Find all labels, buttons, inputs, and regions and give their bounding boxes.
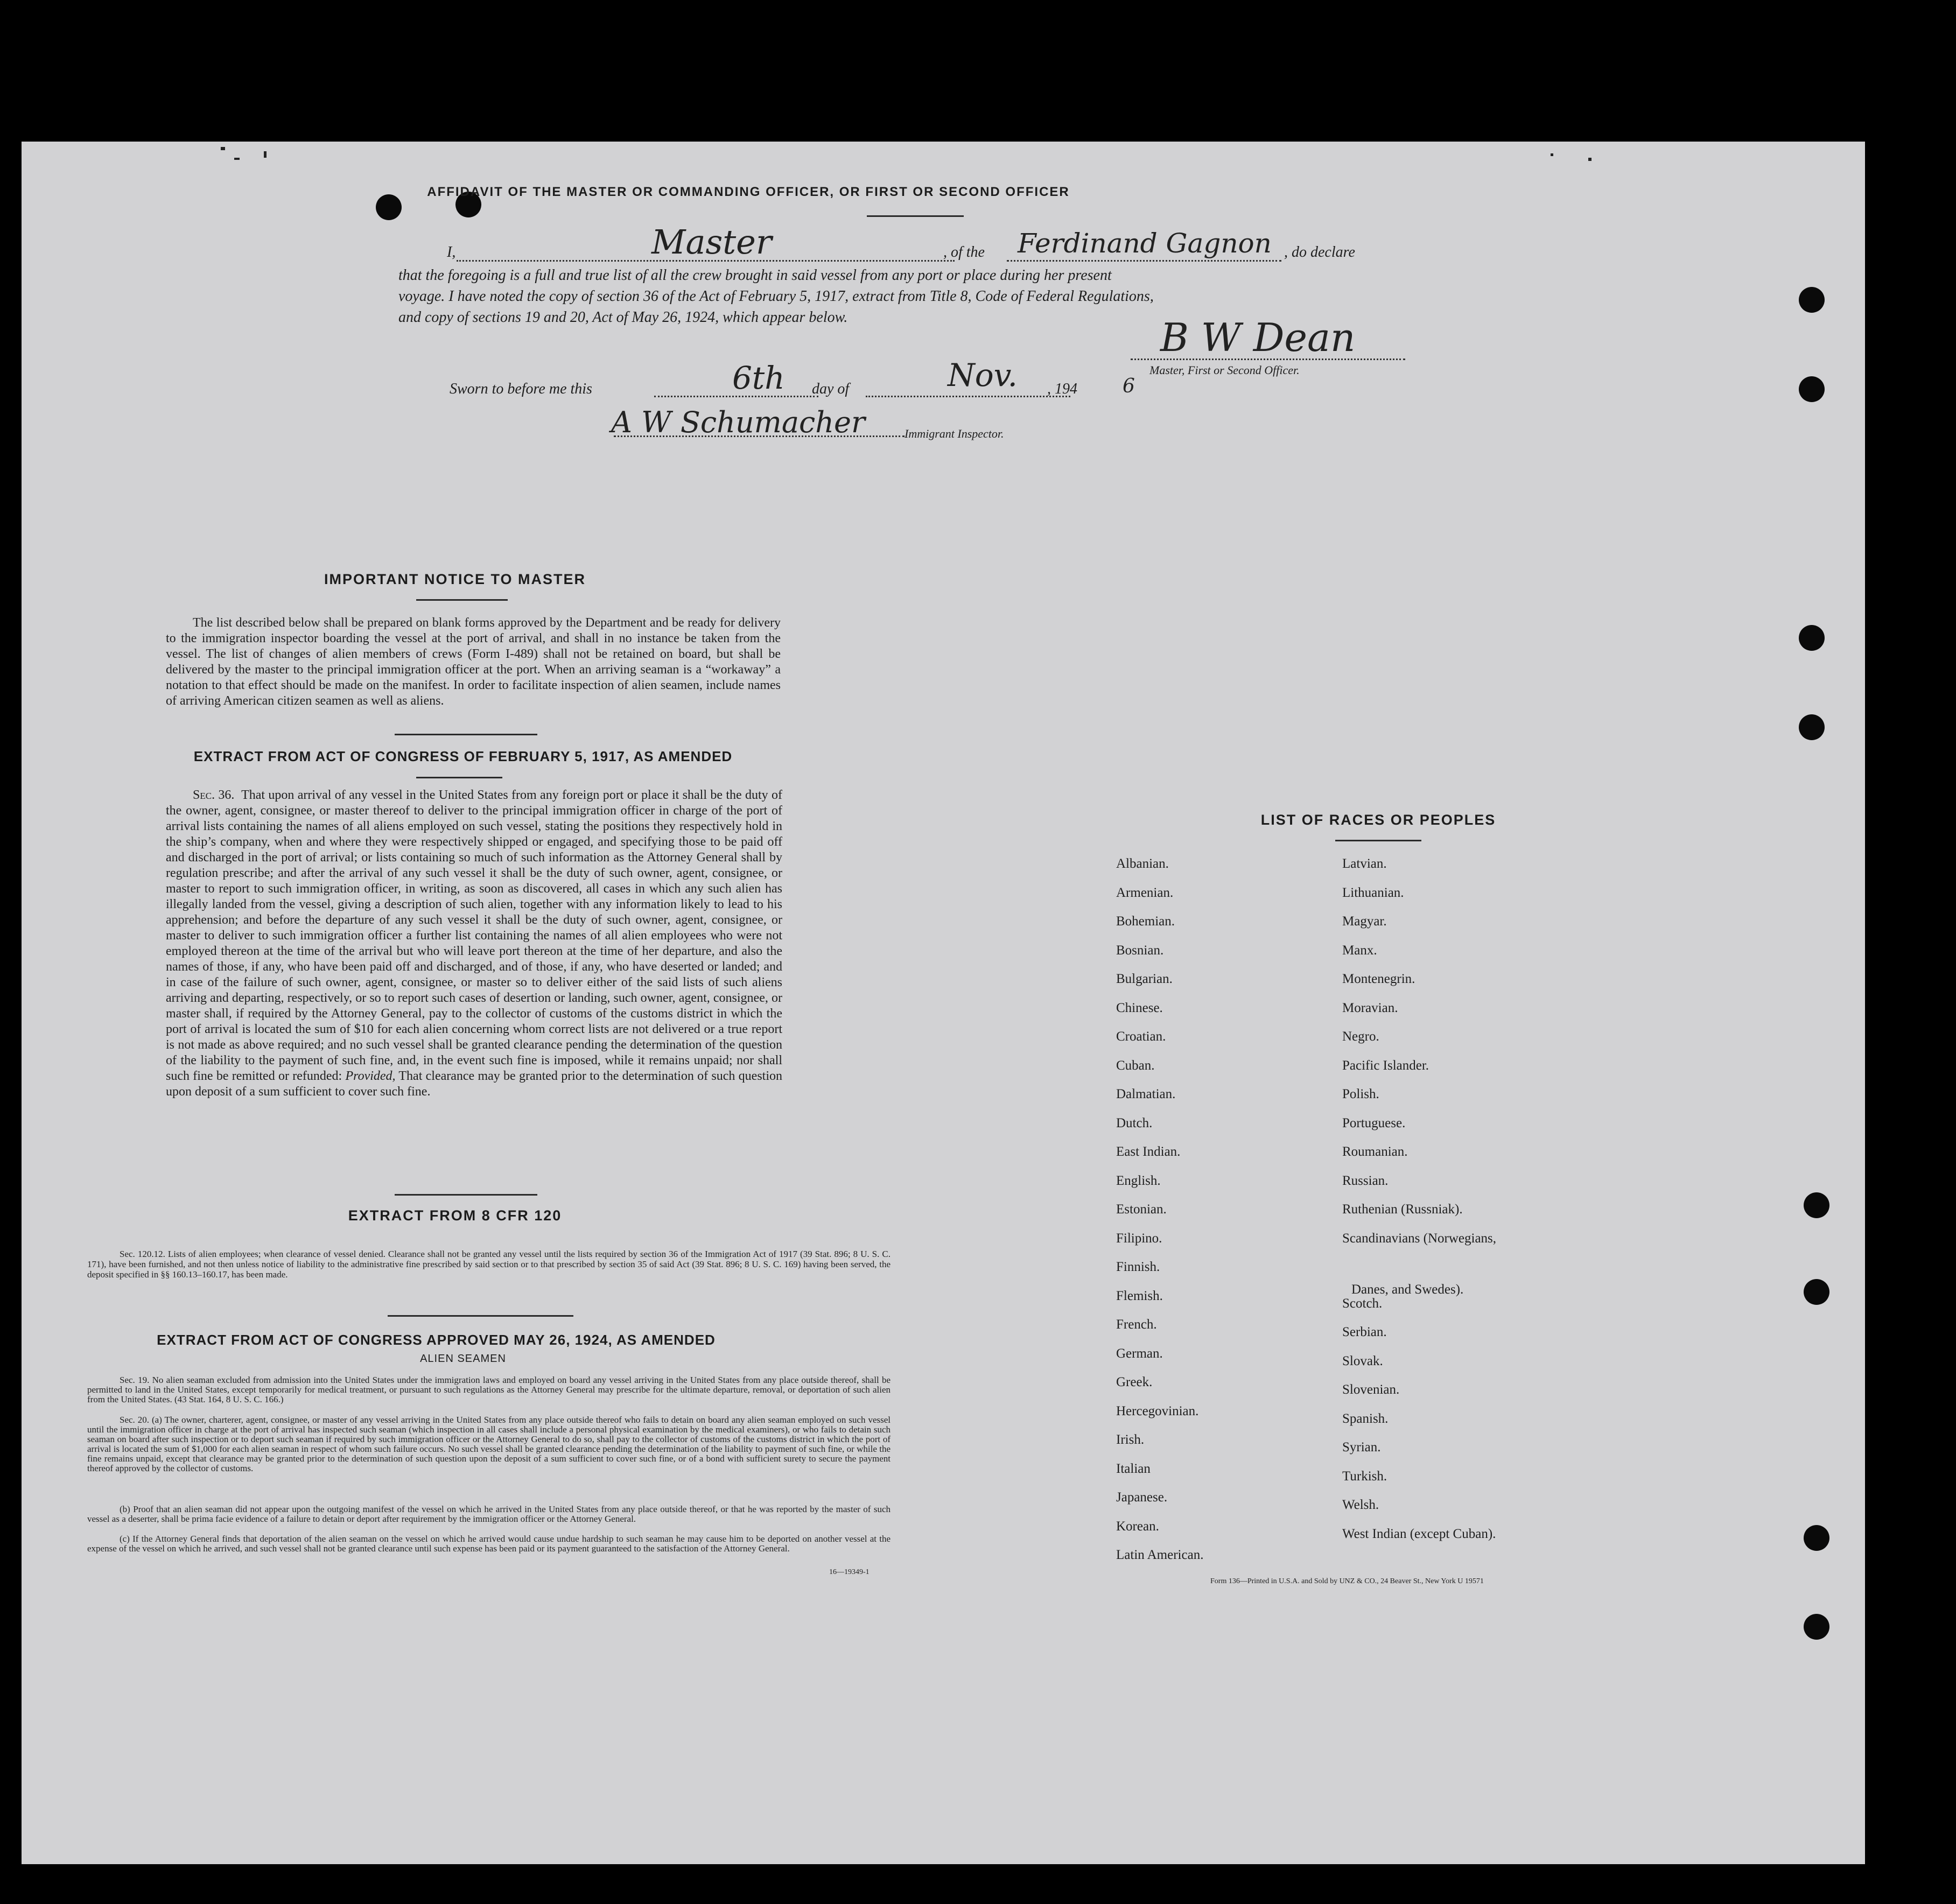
month-handwritten: Nov. [948,357,1018,394]
race-item: Pacific Islander. [1342,1058,1429,1073]
punch-hole-right-2 [1799,376,1825,402]
do-declare-label: , do declare [1284,244,1355,261]
extract-1917-text [166,788,782,1100]
sec-20a-text: Sec. 20. (a) The owner, charterer, agent, consignee, or master of any vessel arriving in the United States from any place outside thereof who fails to detain on board any alien seaman employed on such vessel until the immigration officer in charge at the port of arrival has inspected such seaman (which inspection in all cases shall include a personal physical examination by the medical examiners), or who fails to detain such seaman on board after such inspection or to deport such seaman if required by such immigration officer or the Attorney General to do so, shall pay to the collector of customs of the customs district in which the port of arrival is located the sum of $1,000 for each alien seaman in respect of whom such failure occurs. No such vessel shall be granted clearance pending the determination of the liability to payment of such fine, or while the fine remains unpaid, except that clearance may be granted prior to the determination of such question upon the deposit of a sum sufficient to cover such fine, or of a bond with sufficient surety to secure the payment thereof approved by the collector of customs. [87,1415,891,1473]
officer-signature-line [1131,359,1405,360]
day-of-label: day of [812,381,850,397]
race-item: Korean. [1116,1519,1159,1534]
race-item: Slovak. [1342,1353,1383,1368]
race-item: Spanish. [1342,1411,1389,1426]
officer-caption: Master, First or Second Officer. [1149,363,1300,377]
sec-20b-text: (b) Proof that an alien seaman did not appear upon the outgoing manifest of the vessel on which he arrived in the United States from any place outside thereof, or that he was reported by the master of such vessel as a deserter, shall be prima facie evidence of a failure to detain or deport after requirement by the immigration officer or the Attorney General. [87,1504,891,1524]
race-item: Greek. [1116,1375,1153,1389]
vessel-handwritten: Ferdinand Gagnon [1018,228,1272,259]
extract-1917-title-rule [416,777,502,778]
month-field-line [866,396,1070,397]
provided-label: Provided, [345,1069,396,1083]
race-item: Moravian. [1342,1000,1398,1015]
punch-hole-right-4 [1799,714,1825,740]
race-item: Armenian. [1116,885,1174,900]
form-footer: Form 136—Printed in U.S.A. and Sold by UNZ & CO., 24 Beaver St., New York U 19571 [1210,1577,1484,1585]
race-item: Hercegovinian. [1116,1403,1199,1418]
extract-1924-top-rule [388,1315,573,1317]
punch-hole-right-5 [1804,1192,1829,1218]
punch-hole-right-8 [1804,1614,1829,1640]
race-item: Flemish. [1116,1288,1163,1303]
race-item: West Indian (except Cuban). [1342,1526,1496,1541]
race-item: Ruthenian (Russniak). [1342,1202,1463,1217]
year-handwritten: 6 [1123,375,1135,397]
race-item: Croatian. [1116,1029,1166,1044]
race-item: Italian [1116,1461,1151,1476]
speck [234,158,240,160]
speck [264,151,267,158]
notice-text: The list described below shall be prepared on blank forms approved by the Department and be ready for delivery to the immigration inspector boarding the vessel at the port of arrival, and shall in no instance be taken from the vessel. The list of changes of alien members of crews (Form I-489) shall not be retained on board, but shall be delivered by the master to the principal immigration officer at the port. When an arriving seaman is a “workaway” a notation to that effect should be made on the manifest. In order to facilitate inspection of alien seamen, include names of arriving American citizen seamen as well as aliens. [166,616,781,708]
speck [221,147,225,150]
extract-1917-top-rule [395,734,537,735]
sec-36-end: That clearance may be granted prior to the determination of such question upon deposit of a sum sufficient to cover such fine. [166,1069,783,1099]
day-handwritten: 6th [732,360,785,396]
race-item: Turkish. [1342,1469,1387,1484]
race-item: Portuguese. [1342,1115,1406,1130]
race-item: Bosnian. [1116,943,1164,958]
race-item: East Indian. [1116,1144,1181,1159]
race-item: Negro. [1342,1029,1379,1044]
race-item: Magyar. [1342,914,1387,929]
punch-hole-right-6 [1804,1279,1829,1305]
race-item: Finnish. [1116,1260,1160,1274]
race-item: Scotch. [1342,1296,1383,1311]
extract-cfr-text: Sec. 120.12. Lists of alien employees; when clearance of vessel denied. Clearance shall not be granted any vessel until the lists required by section 36 of the Immigration Act of 1917 (39 Stat. 896; 8 U. S. C. 171), have been furnished, and not then unless notice of liability to the administrative fine prescribed by said section or to that prescribed by section 35 of said Act (39 Stat. 896; 8 U. S. C. 169) having been served, the deposit specified in §§ 160.13–160.17, has been made. [87,1249,891,1280]
race-item: Latvian. [1342,856,1387,871]
races-title: LIST OF RACES OR PEOPLES [1260,812,1496,828]
race-item: Japanese. [1116,1490,1168,1505]
race-item: Bulgarian. [1116,972,1173,986]
race-item: Lithuanian. [1342,885,1404,900]
race-item: Polish. [1342,1087,1379,1101]
race-item: Welsh. [1342,1498,1379,1512]
extract-cfr-title: EXTRACT FROM 8 CFR 120 [348,1207,562,1224]
affidavit-title: AFFIDAVIT OF THE MASTER OR COMMANDING OFFICER, OR FIRST OR SECOND OFFICER [427,185,1070,199]
inspector-signature: A W Schumacher [611,405,865,439]
race-item: Chinese. [1116,1000,1163,1015]
race-item: German. [1116,1346,1163,1361]
notice-title-rule [416,599,508,601]
sec-19-text: Sec. 19. No alien seaman excluded from admission into the United States under the immigration laws and employed on board any vessel arriving in the United States from any place outside thereof, shall be permitted to land in the United States, except temporarily for medical treatment, or pursuant to such regulations as the Attorney General may prescribe for the ultimate departure, removal, or deportation of such alien from the United States. (43 Stat. 164, 8 U. S. C. 166.) [87,1375,891,1404]
speck [1588,158,1592,161]
race-item: Montenegrin. [1342,972,1415,986]
extract-1917-title: EXTRACT FROM ACT OF CONGRESS OF FEBRUARY 5, 1917, AS AMENDED [193,748,733,764]
vessel-field-line [1007,260,1281,262]
races-title-rule [1335,840,1421,841]
race-item: Russian. [1342,1173,1389,1188]
race-item: Slovenian. [1342,1382,1400,1397]
race-item: Latin American. [1116,1548,1204,1562]
inspector-signature-line [614,435,905,437]
officer-signature: B W Dean [1160,315,1356,360]
race-item: Syrian. [1342,1440,1381,1455]
sec-36-label: Sec. 36. [193,788,235,802]
race-item: Roumanian. [1342,1144,1408,1159]
affidavit-title-rule [867,215,964,217]
race-item: French. [1116,1317,1157,1332]
punch-hole-right-3 [1799,625,1825,651]
extract-cfr-top-rule [395,1194,537,1196]
race-item: Serbian. [1342,1325,1387,1339]
declaration-line-1: that the foregoing is a full and true list of all the crew brought in said vessel from any port or place during her present [398,267,1112,284]
punch-hole-right-7 [1804,1525,1829,1551]
race-item: Scandinavians (Norwegians, [1342,1231,1497,1246]
race-item: Manx. [1342,943,1377,958]
inspector-caption: Immigrant Inspector. [905,427,1004,440]
race-item: Albanian. [1116,856,1169,871]
notice-title: IMPORTANT NOTICE TO MASTER [324,571,586,587]
speck [1551,153,1553,156]
affidavit-i-label: I, [447,244,456,261]
of-the-label: , of the [943,244,985,261]
sec-20c-text: (c) If the Attorney General finds that deportation of the alien seaman on the vessel on which he arrived would cause undue hardship to such seaman he may cause him to be deported on another vessel at the expense of the vessel on which he arrived, and such vessel shall not be granted clearance until such expense has been paid or its payment guaranteed to the satisfaction of the Attorney General. [87,1534,891,1554]
declaration-line-3: and copy of sections 19 and 20, Act of May 26, 1924, which appear below. [398,309,848,326]
race-item: Danes, and Swedes). [1351,1282,1464,1297]
race-item: Estonian. [1116,1202,1167,1217]
declaration-line-2: voyage. I have noted the copy of section 36 of the Act of February 5, 1917, extract from Title 8, Code of Federal Regulations, [398,288,1154,305]
year-prefix: , 194 [1047,381,1077,397]
race-item: Irish. [1116,1432,1145,1447]
race-item: Dalmatian. [1116,1087,1176,1101]
race-item: Cuban. [1116,1058,1155,1073]
extract-1924-title: EXTRACT FROM ACT OF CONGRESS APPROVED MAY 26, 1924, AS AMENDED [157,1332,716,1348]
race-item: Bohemian. [1116,914,1175,929]
race-item: English. [1116,1173,1161,1188]
race-item: Filipino. [1116,1231,1162,1246]
extract-1924-subtitle: ALIEN SEAMEN [420,1353,506,1365]
print-code: 16—19349-1 [829,1568,870,1576]
race-item: Dutch. [1116,1115,1153,1130]
sworn-label: Sworn to before me this [450,381,592,397]
capacity-handwritten: Master [651,222,772,262]
document-page [22,142,1865,1864]
sec-36-body: That upon arrival of any vessel in the United States from any foreign port or place it shall be the duty of the owner, agent, consignee, or master thereof to deliver to the principal immigration officer in charge of the port of arrival lists containing the names of all aliens employed on such vessel, stating the positions they respectively hold in the ship’s company, when and where they were respectively shipped or engaged, and specifying those to be paid off and discharged in the port of arrival; or lists containing so much of such information as the Attorney General shall by regulation prescribe; and after the arrival of any such vessel it shall be the duty of such owner, agent, consignee, or master to report to such immigration officer, in writing, as soon as discovered, all cases in which any such alien has illegally landed from the vessel, giving a description of such alien, together with any information likely to lead to his apprehension; and before the departure of any such vessel it shall be the duty of such owner, agent, consignee, or master to deliver to such immigration officer a further list containing the names of all alien employees who were not employed thereon at the time of the arrival but who will leave port thereon at the time of her departure, and also the names of those, if any, who have been paid off and discharged, and of those, if any, who have deserted or landed; and in case of the failure of such owner, agent, consignee, or master so to deliver either of the said lists of such aliens arriving and departing, respectively, or so to report such cases of desertion or landing, such owner, agent, consignee, or master shall, if required by the Attorney General, pay to the collector of customs of the customs district in which the port of arrival is located the sum of $10 for each alien concerning whom correct lists are not delivered or a true report is not made as above required; and no such vessel shall be granted clearance pending the determination of the question of the liability to the payment of such fine, and, in the event such fine is imposed, while it remains unpaid; nor shall such fine be remitted or refunded: [166,788,782,1083]
punch-hole-right-1 [1799,287,1825,313]
